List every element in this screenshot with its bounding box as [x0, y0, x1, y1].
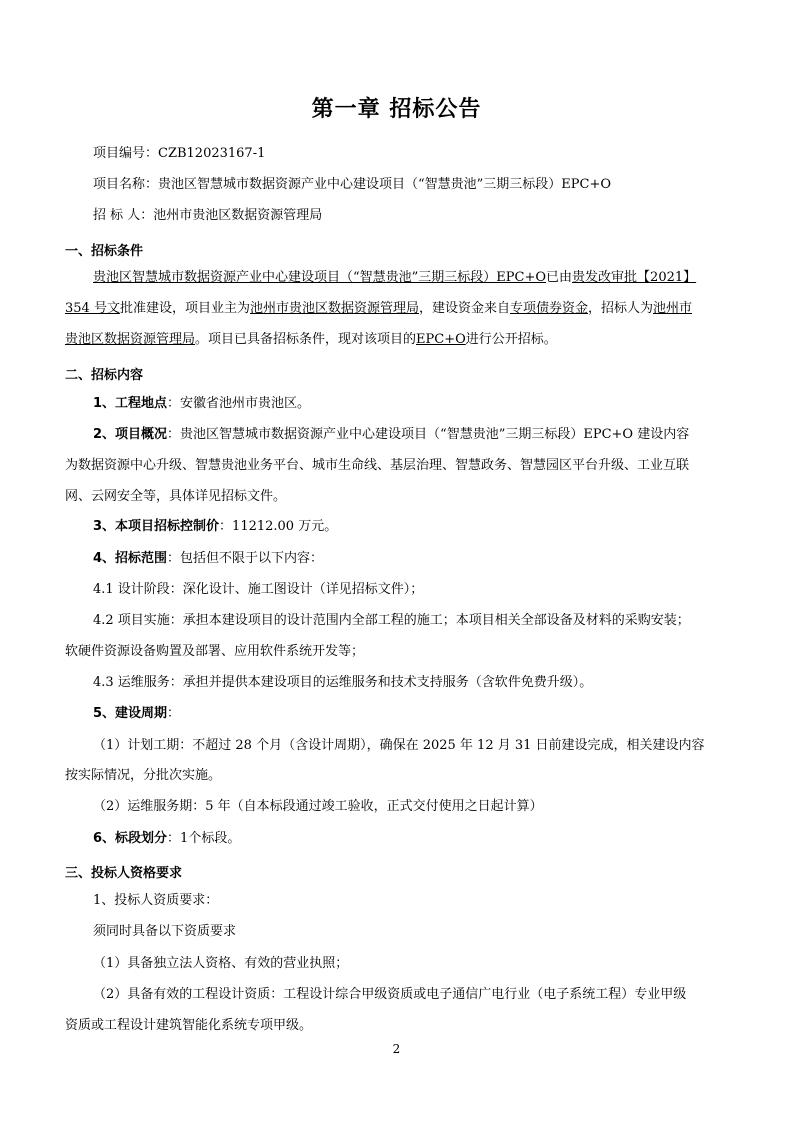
s2-item-5-2: （2）运维服务期：5 年（自本标段通过竣工验收，正式交付使用之日起计算）: [93, 799, 543, 814]
s2-item-4-label: 4、招标范围: [93, 551, 168, 566]
s1-text: 进行公开招标。: [465, 332, 557, 347]
s2-item-4-1: 4.1 设计阶段：深化设计、施工图设计（详见招标文件）；: [93, 582, 424, 597]
s1-project-name: 贵池区智慧城市数据资源产业中心建设项目（“智慧贵池”三期三标段）EPC+O: [93, 270, 547, 285]
s3-line-3: （1）具备独立法人资格、有效的营业执照；: [93, 956, 349, 971]
s1-tenderer: 池州市: [653, 301, 693, 316]
s2-item-5-text: ：: [167, 706, 181, 721]
s2-item-5-1-line-2: 按实际情况，分批次实施。: [65, 768, 222, 783]
s1-tenderer-cont: 贵池区数据资源管理局: [65, 332, 196, 347]
section-2-heading: 二、招标内容: [65, 368, 144, 383]
s1-text: ，建设资金来自: [418, 301, 510, 316]
s2-item-6: [93, 831, 240, 847]
s1-funding: 专项债券资金: [510, 301, 589, 316]
s2-item-4-3: 4.3 运维服务：承担并提供本建设项目的运维服务和技术支持服务（含软件免费升级）。: [93, 675, 593, 690]
s1-line-1: [93, 270, 696, 286]
s2-item-6-text: ：1个标段。: [167, 831, 241, 846]
s2-item-3-text: ：11212.00 万元。: [219, 519, 338, 534]
s1-line-3: [65, 332, 557, 348]
s1-text: 已由: [546, 270, 573, 285]
s1-text: 。项目已具备招标条件，现对该项目的: [195, 332, 417, 347]
project-number: 项目编号：CZB12023167-1: [93, 146, 266, 161]
s1-approval-no: 354 号文: [65, 301, 120, 316]
s2-item-2-label: 2、项目概况: [93, 427, 168, 442]
s2-item-4: [93, 551, 323, 567]
s3-line-2: 须同时具备以下资质要求: [93, 924, 237, 939]
s2-item-2-text: ：贵池区智慧城市数据资源产业中心建设项目（“智慧贵池”三期三标段）EPC+O 建设内容: [167, 427, 690, 442]
s1-text: ，招标人为: [588, 301, 654, 316]
s2-item-2-line-3: 网、云网安全等，具体详见招标文件。: [65, 489, 287, 504]
s2-item-4-2-line-2: 软硬件资源设备购置及部署、应用软件系统开发等；: [65, 644, 365, 659]
s1-text: 批准建设，项目业主为: [119, 301, 250, 316]
chapter-title: 第一章 招标公告: [311, 97, 482, 122]
s2-item-3-label: 3、本项目招标控制价: [93, 519, 220, 534]
s2-item-6-label: 6、标段划分: [93, 831, 168, 846]
s2-item-2-line-2: 为数据资源中心升级、智慧贵池业务平台、城市生命线、基层治理、智慧政务、智慧园区平台升级、工业互联: [65, 458, 690, 473]
s2-item-1-text: ：安徽省池州市贵池区。: [167, 396, 311, 411]
s1-mode: EPC+O: [416, 332, 466, 347]
s2-item-1-label: 1、工程地点: [93, 396, 168, 411]
s2-item-4-text: ：包括但不限于以下内容：: [167, 551, 324, 566]
s2-item-5-1: （1）计划工期：不超过 28 个月（含设计周期），确保在 2025 年 12 月 31 日前建设完成，相关建设内容: [93, 738, 705, 753]
s2-item-5-label: 5、建设周期: [93, 706, 168, 721]
s3-line-4-cont: 资质或工程设计建筑智能化系统专项甲级。: [65, 1018, 313, 1033]
s2-item-1: [93, 396, 310, 412]
tenderer: 招 标 人：池州市贵池区数据资源管理局: [93, 208, 323, 223]
project-name: 项目名称：贵池区智慧城市数据资源产业中心建设项目（“智慧贵池”三期三标段）EPC+O: [93, 177, 612, 192]
s1-line-2: [65, 301, 692, 317]
page-number: 2: [392, 1042, 401, 1056]
s1-owner: 池州市贵池区数据资源管理局: [249, 301, 419, 316]
s3-line-1: 1、投标人资质要求：: [93, 893, 219, 908]
s2-item-4-2: 4.2 项目实施：承担本建设项目的设计范围内全部工程的施工；本项目相关全部设备及材料的采购安装；: [93, 613, 690, 628]
s2-item-3: [93, 519, 337, 535]
section-3-heading: 三、投标人资格要求: [65, 866, 183, 881]
s3-line-4: （2）具备有效的工程设计资质：工程设计综合甲级资质或电子通信广电行业（电子系统工程）专业甲级: [93, 987, 687, 1002]
s2-item-2: [93, 427, 689, 443]
section-1-heading: 一、招标条件: [65, 244, 144, 259]
s2-item-5: [93, 706, 180, 722]
s1-approval-doc: 贵发改审批【2021】: [572, 270, 697, 285]
